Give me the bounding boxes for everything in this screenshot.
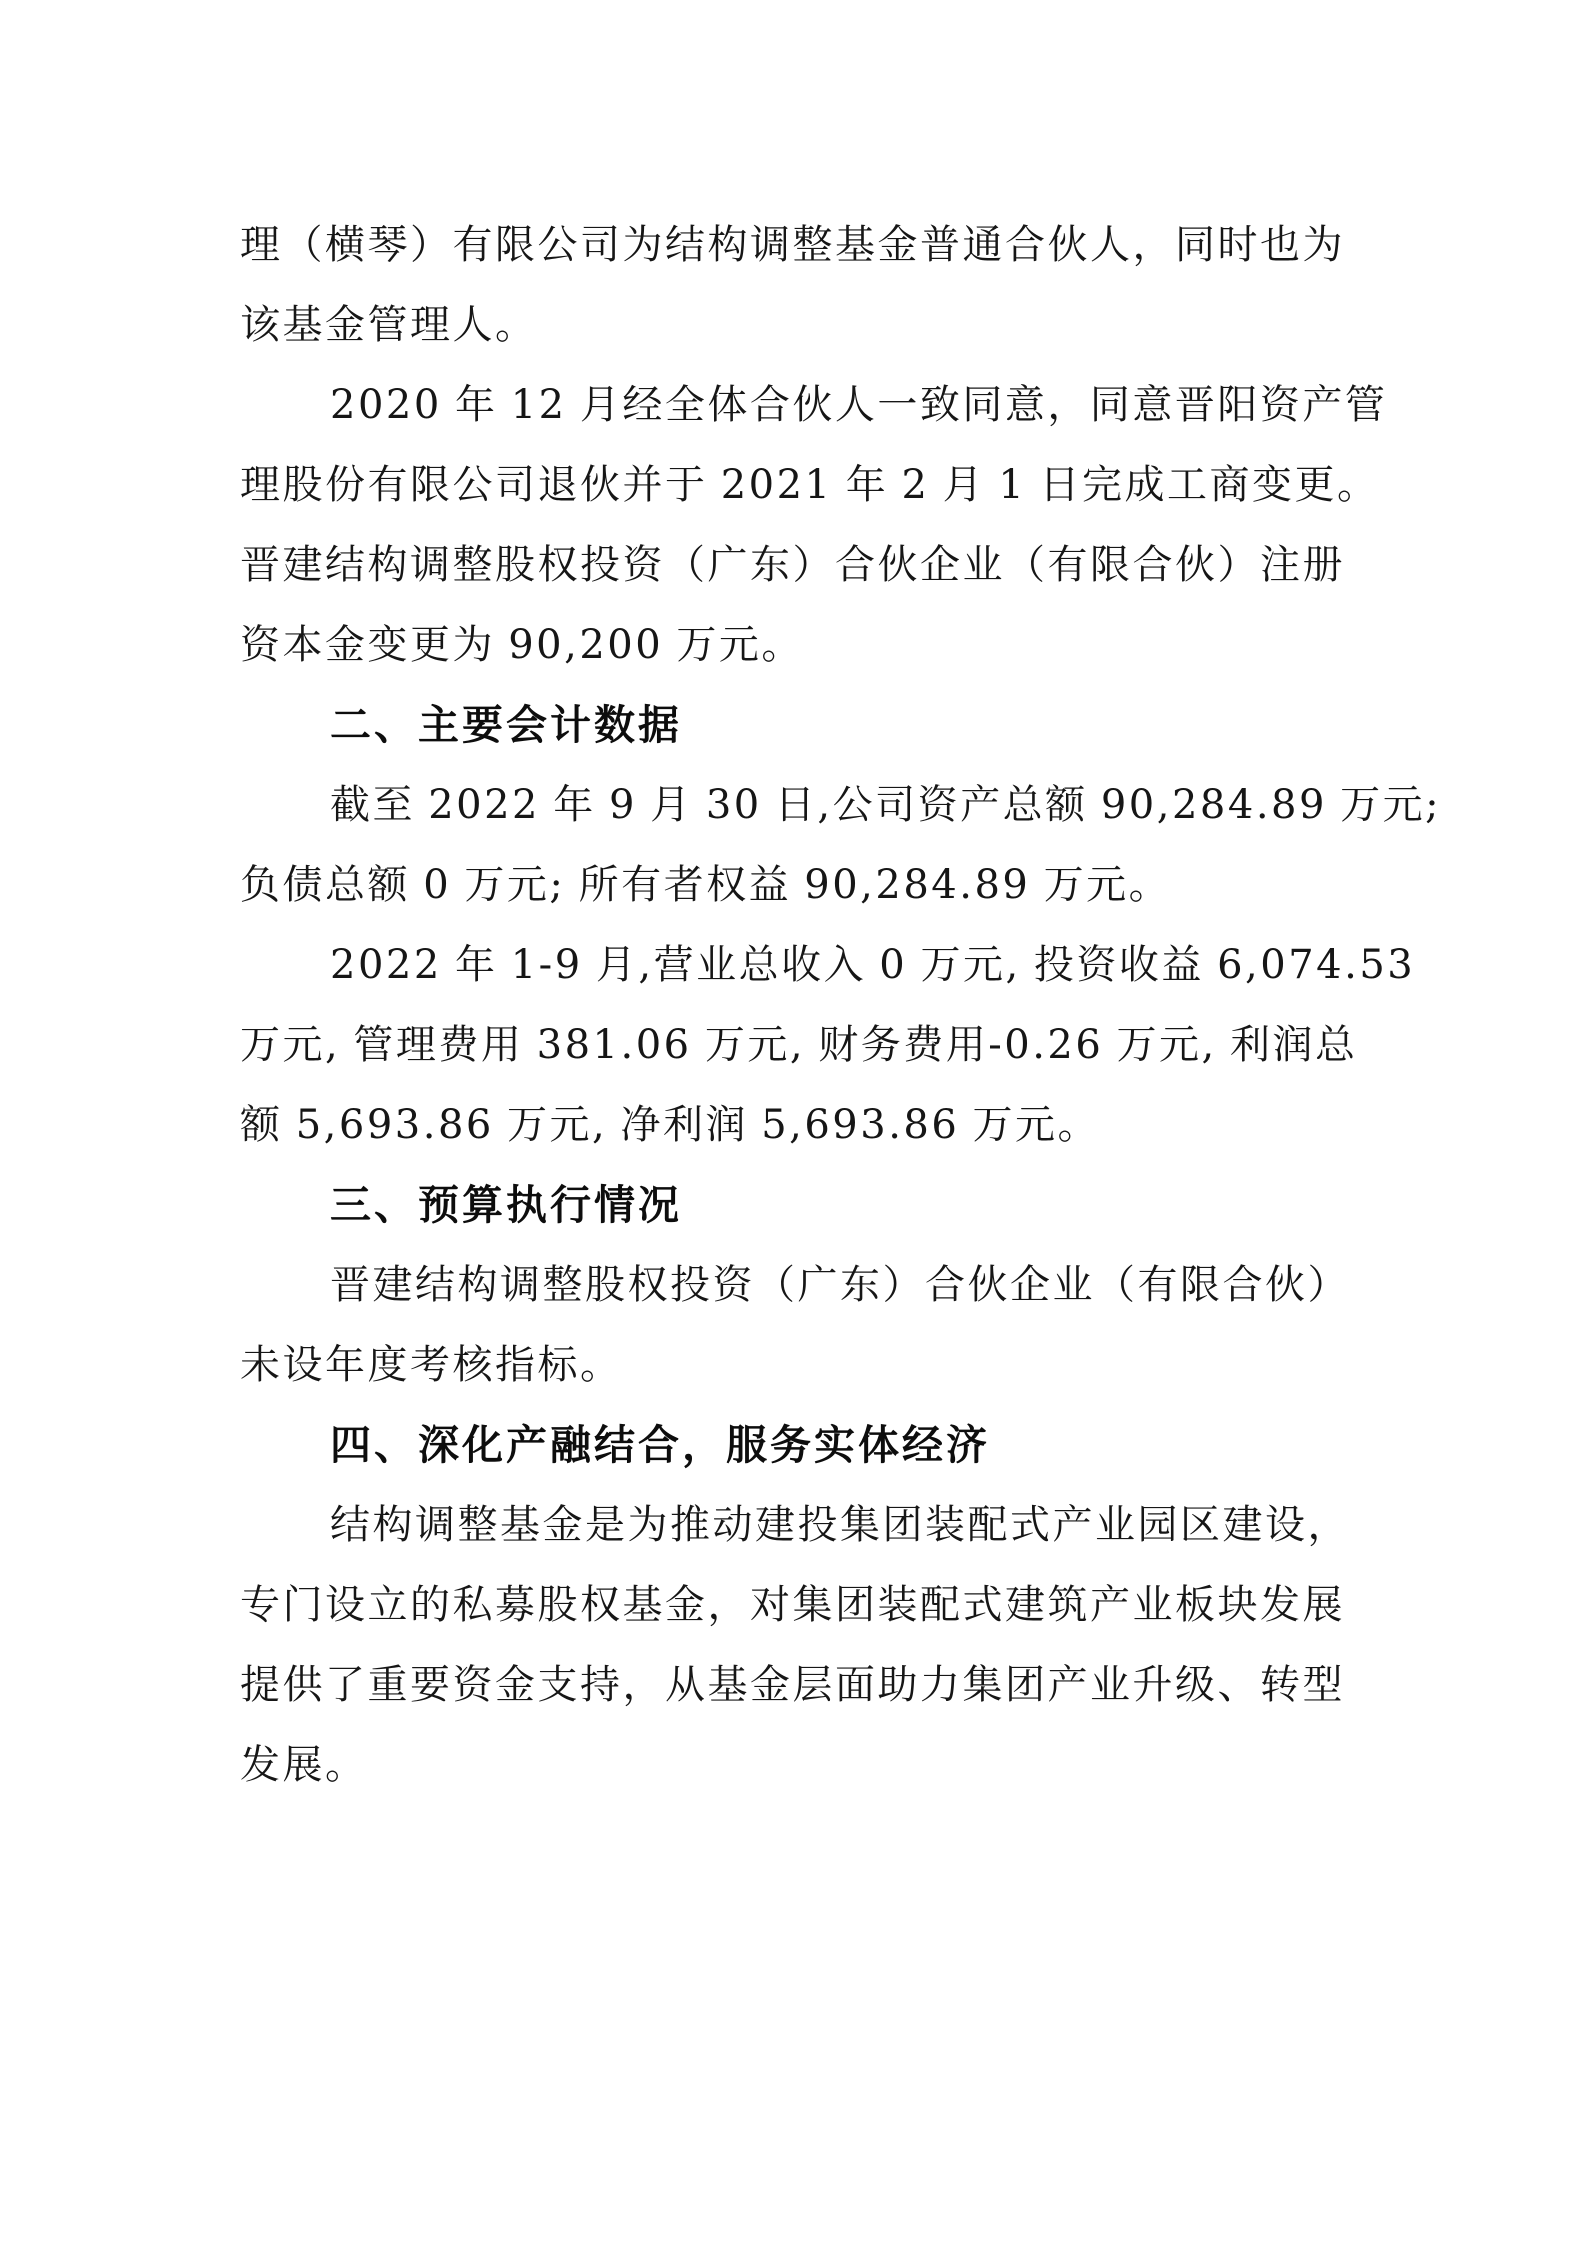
paragraph-line: 该基金管理人。 xyxy=(240,302,538,348)
paragraph-line: 万元, 管理费用 381.06 万元, 财务费用-0.26 万元, 利润总 xyxy=(240,1022,1358,1068)
paragraph-line: 专门设立的私募股权基金，对集团装配式建筑产业板块发展 xyxy=(240,1582,1345,1628)
paragraph-line: 理股份有限公司退伙并于 2021 年 2 月 1 日完成工商变更。 xyxy=(240,462,1380,508)
paragraph-line: 未设年度考核指标。 xyxy=(240,1342,623,1388)
section-heading: 三、预算执行情况 xyxy=(330,1181,682,1229)
paragraph-line: 2020 年 12 月经全体合伙人一致同意，同意晋阳资产管 xyxy=(330,382,1388,428)
paragraph-line: 晋建结构调整股权投资（广东）合伙企业（有限合伙） xyxy=(330,1262,1350,1308)
paragraph-line: 理（横琴）有限公司为结构调整基金普通合伙人，同时也为 xyxy=(240,222,1345,268)
section-heading: 四、深化产融结合，服务实体经济 xyxy=(330,1421,990,1469)
paragraph-line: 2022 年 1-9 月,营业总收入 0 万元, 投资收益 6,074.53 xyxy=(330,942,1416,988)
paragraph-line: 发展。 xyxy=(240,1742,368,1788)
text-block xyxy=(240,205,1442,1805)
paragraph-line: 资本金变更为 90,200 万元。 xyxy=(240,622,804,668)
paragraph-line: 额 5,693.86 万元, 净利润 5,693.86 万元。 xyxy=(240,1102,1101,1148)
paragraph-line: 晋建结构调整股权投资（广东）合伙企业（有限合伙）注册 xyxy=(240,542,1345,588)
paragraph-line: 截至 2022 年 9 月 30 日,公司资产总额 90,284.89 万元; xyxy=(330,782,1442,828)
paragraph-line: 负债总额 0 万元; 所有者权益 90,284.89 万元。 xyxy=(240,862,1172,908)
paragraph-line: 提供了重要资金支持，从基金层面助力集团产业升级、转型 xyxy=(240,1662,1345,1708)
section-heading: 二、主要会计数据 xyxy=(330,701,682,749)
paragraph-line: 结构调整基金是为推动建投集团装配式产业园区建设， xyxy=(330,1502,1350,1548)
